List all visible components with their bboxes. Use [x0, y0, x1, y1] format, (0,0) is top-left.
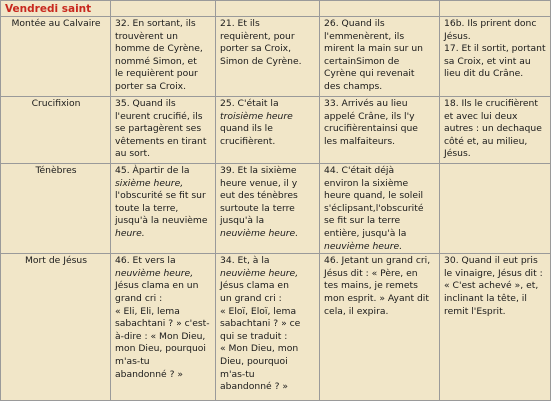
passage-matthew: 45. Àpartir de la sixième heure, l'obscurité se fit sur toute la terre, jusqu'à la neuvième heure.	[111, 164, 216, 254]
table-row	[1, 254, 551, 401]
passage-john: 30. Quand il eut pris le vinaigre, Jésus dit : « C'est achevé », et, inclinant la tête, il remit l'Esprit.	[440, 254, 551, 401]
row-label-mort-de-jesus: Mort de Jésus	[1, 254, 111, 401]
section-title: Vendredi saint	[1, 1, 111, 17]
table-row	[1, 17, 551, 97]
section-header-row	[1, 1, 551, 17]
passage-john	[440, 164, 551, 254]
passage-luke: 26. Quand ils l'emmenèrent, ils mirent la main sur un certainSimon de Cyrène qui revenait des champs.	[320, 17, 440, 97]
header-cell-luke	[320, 1, 440, 17]
passage-mark: 34. Et, à la neuvième heure, Jésus clama en un grand cri : « Eloï, Eloï, lema sabachtani ? » ce qui se traduit : « Mon Dieu, mon Dieu, pourquoi m'as-tu abandonné ? »	[216, 254, 320, 401]
passage-luke: 46. Jetant un grand cri, Jésus dit : « Père, en tes mains, je remets mon esprit. » Ayant dit cela, il expira.	[320, 254, 440, 401]
passage-mark: 21. Et ils requièrent, pour porter sa Croix, Simon de Cyrène.	[216, 17, 320, 97]
passage-matthew: 32. En sortant, ils trouvèrent un homme de Cyrène, nommé Simon, et le requièrent pour porter sa Croix.	[111, 17, 216, 97]
table-row	[1, 164, 551, 254]
header-cell-mark	[216, 1, 320, 17]
passage-matthew: 46. Et vers la neuvième heure, Jésus clama en un grand cri : « Eli, Eli, lema sabachtani ? » c'est- à-dire : « Mon Dieu, mon Dieu, pourquoi m'as-tu abandonné ? »	[111, 254, 216, 401]
passage-luke: 44. C'était déjà environ la sixième heure quand, le soleil s'éclipsant,l'obscurité se fit sur la terre entière, jusqu'à la neuvième heure.	[320, 164, 440, 254]
passage-mark: 25. C'était la troisième heure quand ils le crucifièrent.	[216, 97, 320, 164]
table-row	[1, 97, 551, 164]
header-cell-matthew	[111, 1, 216, 17]
passage-luke: 33. Arrivés au lieu appelé Crâne, ils l'y crucifièrentainsi que les malfaiteurs.	[320, 97, 440, 164]
passage-matthew: 35. Quand ils l'eurent crucifié, ils se partagèrent ses vêtements en tirant au sort.	[111, 97, 216, 164]
passage-john: 16b. Ils prirent donc Jésus. 17. Et il sortit, portant sa Croix, et vint au lieu dit du Crâne.	[440, 17, 551, 97]
passage-mark: 39. Et la sixième heure venue, il y eut des ténèbres surtoute la terre jusqu'à la neuvième heure.	[216, 164, 320, 254]
header-cell-john	[440, 1, 551, 17]
row-label-crucifixion: Crucifixion	[1, 97, 111, 164]
row-label-tenebres: Ténèbres	[1, 164, 111, 254]
row-label-montee-au-calvaire: Montée au Calvaire	[1, 17, 111, 97]
passage-john: 18. Ils le crucifièrent et avec lui deux autres : un dechaque côté et, au milieu, Jésus.	[440, 97, 551, 164]
